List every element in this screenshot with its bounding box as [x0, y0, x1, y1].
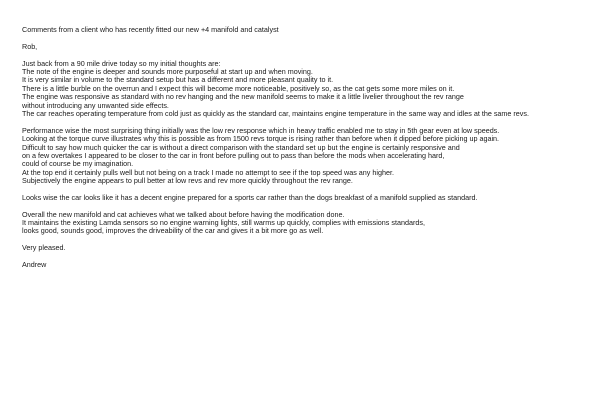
text-line: Overall the new manifold and cat achieves what we talked about before having the modification done.: [22, 209, 345, 219]
text-line: without introducing any unwanted side effects.: [22, 100, 169, 110]
paragraph-looks: [22, 194, 598, 202]
paragraph-overall: [22, 211, 598, 236]
text-line: Looks wise the car looks like it has a decent engine prepared for a sports car rather than the dogs breakfast of a manifold supplied as standard.: [22, 192, 478, 202]
text-line: At the top end it certainly pulls well but not being on a track I made no attempt to see if the top speed was any higher.: [22, 167, 394, 177]
text-line: looks good, sounds good, improves the driveability of the car and gives it a bit more go as well.: [22, 226, 324, 236]
text-line: Subjectively the engine appears to pull better at low revs and rev more quickly throughout the rev range.: [22, 176, 353, 186]
email-document: [22, 26, 598, 278]
salutation: Rob,: [22, 41, 38, 51]
text-line: Very pleased.: [22, 243, 66, 253]
text-line: on a few overtakes I appeared to be closer to the car in front before pulling out to pass than before the mods when accelerating hard,: [22, 150, 445, 160]
text-line: The car reaches operating temperature from cold just as quickly as the standard car, maintains engine temperature in the same way and idles at the same revs.: [22, 108, 529, 118]
text-line: The note of the engine is deeper and sounds more purposeful at start up and when moving.: [22, 66, 313, 76]
paragraph-performance: [22, 127, 598, 186]
text-line: It is very similar in volume to the standard setup but has a different and more pleasant quality to it.: [22, 75, 334, 85]
text-line: It maintains the existing Lamda sensors so no engine warning lights, still warms up quickly, complies with emissions standards,: [22, 218, 425, 228]
paragraph-first-impressions: [22, 60, 598, 119]
paragraph-closing: [22, 244, 598, 252]
text-line: could of course be my imagination.: [22, 159, 134, 169]
text-line: Performance wise the most surprising thing initially was the low rev response which in heavy traffic enabled me to stay in 5th gear even at low speeds.: [22, 125, 500, 135]
text-line: Difficult to say how much quicker the car is without a direct comparison with the standard set up but the engine is certainly responsive and: [22, 142, 460, 152]
text-line: Just back from a 90 mile drive today so my initial thoughts are:: [22, 58, 221, 68]
text-line: There is a little burble on the overrun and I expect this will become more noticeable, positively so, as the cat gets some more miles on it.: [22, 83, 455, 93]
text-line: The engine was responsive as standard with no rev hanging and the new manifold seems to make it a little livelier throughout the rev range: [22, 92, 464, 102]
signature: Andrew: [22, 259, 47, 269]
text-line: Looking at the torque curve illustrates why this is possible as from 1500 revs torque is rising rather than before when it dipped before picking up again.: [22, 134, 500, 144]
document-heading: Comments from a client who has recently fitted our new +4 manifold and catalyst: [22, 25, 279, 34]
